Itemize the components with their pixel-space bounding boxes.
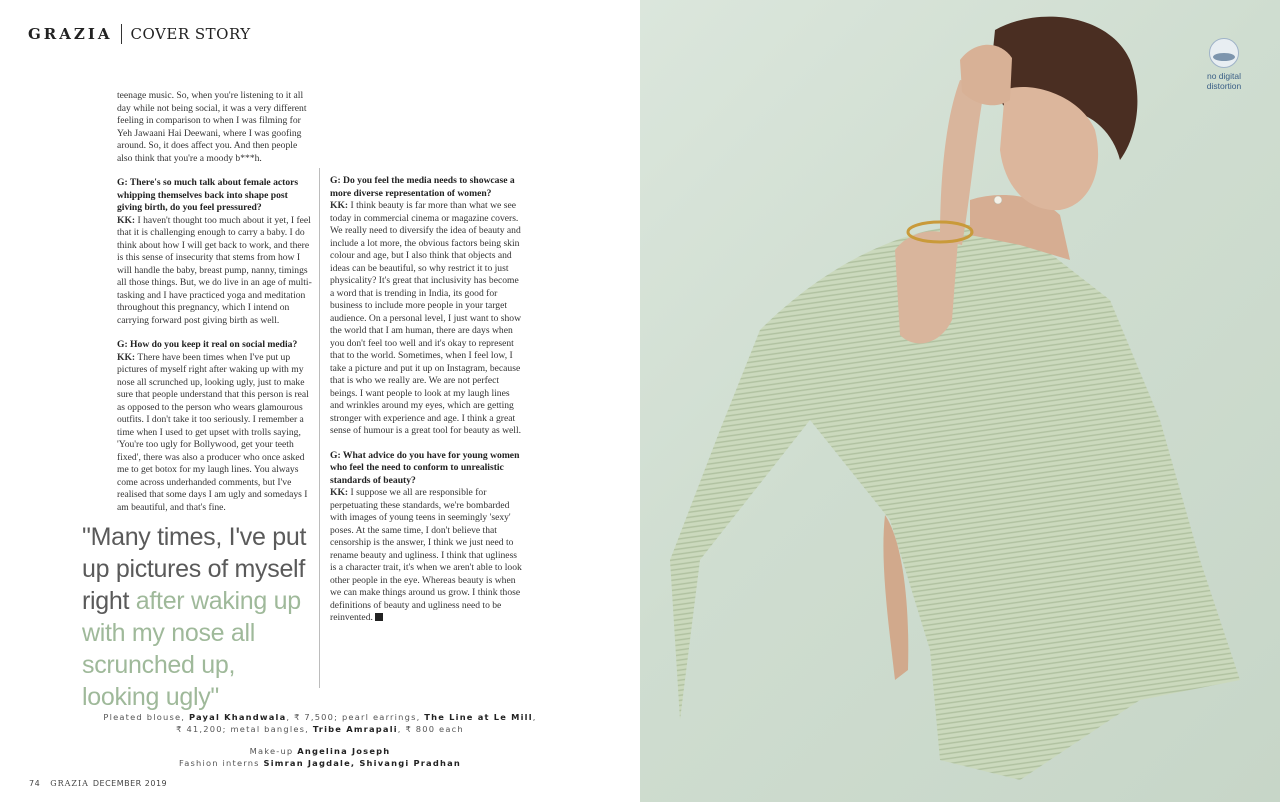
qa-block	[330, 175, 522, 438]
badge-label	[1196, 71, 1252, 91]
hand	[960, 45, 1012, 106]
answer-text: I suppose we all are responsible for perpetuating these standards, we're bombarded with images of young teens in seemingly 'sexy' poses. At the same time, I don't believe that censorship is the answer, I think we just need to rename beauty and ugliness. I think that ugliness is a character trait, it's when we aren't able to look other people in the eye. Whereas beauty is when we can make things around us grow. I think those definitions of beauty and ugliness need to be reinvented.	[330, 487, 522, 623]
pull-quote-green: after waking up with my nose all scrunched up, looking ugly"	[82, 587, 301, 711]
credits-line	[0, 724, 640, 734]
question: G: How do you keep it real on social media?	[117, 339, 298, 350]
badge-globe-icon	[1209, 38, 1239, 68]
credit-name: Angelina Joseph	[297, 746, 391, 756]
masthead-divider	[121, 24, 122, 44]
credit-text: Fashion interns	[178, 758, 264, 768]
answer-speaker: KK:	[330, 487, 349, 498]
footer-logo: GRAZIA	[50, 779, 89, 788]
badge-line-1: no digital	[1206, 71, 1242, 81]
credit-text: Make-up	[249, 746, 298, 756]
answer-text: There have been times when I've put up pictures of myself right after waking up with my nose all scrunched up, looking ugly, just to make sure that people understand that this person is real as opposed to the person who wears glamourous outfits. I don't take it too seriously. I remember a time when I used to get upset with trolls saying, 'You're too ugly for Bollywood, get your teeth fixed', there was also a producer who once asked me to get botox for my laugh lines. You always come across underhanded comments, but I've realised that some days I am ugly and somedays I am beautiful, and that's fine.	[117, 351, 309, 513]
credit-text: ₹ 41,200; metal bangles,	[176, 724, 313, 734]
answer-speaker: KK:	[117, 351, 136, 363]
article-column-2	[330, 175, 522, 637]
page-number: 74	[29, 779, 41, 788]
question: G: What advice do you have for young women who feel the need to conform to unrealistic standards of beauty?	[330, 449, 520, 486]
qa-block	[330, 450, 522, 625]
pearl-earring	[994, 196, 1002, 204]
qa-block	[117, 339, 312, 514]
article-paragraph: teenage music. So, when you're listening to it all day while not being social, it was a very different feeling in comparison to when I was filming for Yeh Jawaani Hai Deewani, where I was goofing around. So, it does affect you. And then people also think that you're a moody b***h.	[117, 90, 307, 164]
no-distortion-badge	[1196, 38, 1252, 91]
answer-text: I haven't thought too much about it yet, I feel that it is challenging enough to carry a baby. I do think about how I will get back to work, and there is this sense of insecurity that stems from how I will handle the baby, breast pump, nanny, timings all those things. But, we do live in an age of multi-tasking and I have practiced yoga and meditation throughout this pregnancy, which I intend on carrying forward post giving birth as well.	[117, 214, 312, 326]
credit-text: , ₹ 800 each	[397, 724, 464, 734]
pleated-cape	[670, 225, 1240, 780]
magazine-logo: GRAZIA	[28, 25, 113, 43]
badge-line-2: distortion	[1206, 81, 1242, 91]
column-divider	[319, 168, 320, 688]
credits-line	[0, 712, 640, 722]
credits-line	[0, 758, 640, 768]
pull-quote-dark: "Many times, I've put up pictures of myself right	[82, 523, 307, 615]
masthead	[28, 24, 251, 44]
credit-text: ,	[532, 712, 537, 722]
answer-speaker: KK:	[330, 200, 349, 211]
question: G: There's so much talk about female actors whipping themselves back into shape post giving birth, do you feel pressured?	[117, 177, 299, 213]
end-mark-icon	[375, 613, 383, 621]
credit-brand: Tribe Amrapali	[312, 724, 398, 734]
pull-quote	[82, 521, 312, 713]
section-title: COVER STORY	[130, 25, 251, 43]
portrait-illustration	[640, 0, 1280, 802]
credit-name: Simran Jagdale, Shivangi Pradhan	[263, 758, 462, 768]
credit-text: , ₹ 7,500; pearl earrings,	[286, 712, 425, 722]
answer-text: I think beauty is far more than what we see today in commercial cinema or magazine covers. We really need to diversify the idea of beauty and include a lot more, the obvious factors being skin colour and age, but I also think that objects and ideas can be beautiful, so why restrict it to just physicality? It's great that inclusivity has become a word that is trending in India, its good for business to include more people in your target audience. On a personal level, I just want to show the world that I am human, there are days when you don't feel too well and it's okay to represent that to the world. Sometimes, when I feel low, I take a picture and put it up on Instagram, because that is who we really are. We are not perfect beings. I want people to look at my laugh lines and wrinkles around my eyes, which are getting stronger with experience and age. I think a great sense of humour is a great tool for beauty as well.	[330, 200, 522, 436]
credit-text: Pleated blouse,	[103, 712, 189, 722]
cover-photo	[640, 0, 1280, 802]
qa-block	[117, 177, 312, 327]
credit-brand: Payal Khandwala	[188, 712, 287, 722]
page-footer	[29, 779, 167, 788]
question: G: Do you feel the media needs to showcase a more diverse representation of women?	[330, 175, 515, 199]
answer-speaker: KK:	[117, 214, 136, 226]
credit-brand: The Line at Le Mill	[424, 712, 533, 722]
issue-date: DECEMBER 2019	[92, 779, 168, 788]
article-column-1	[117, 90, 312, 526]
credits-line	[0, 746, 640, 756]
